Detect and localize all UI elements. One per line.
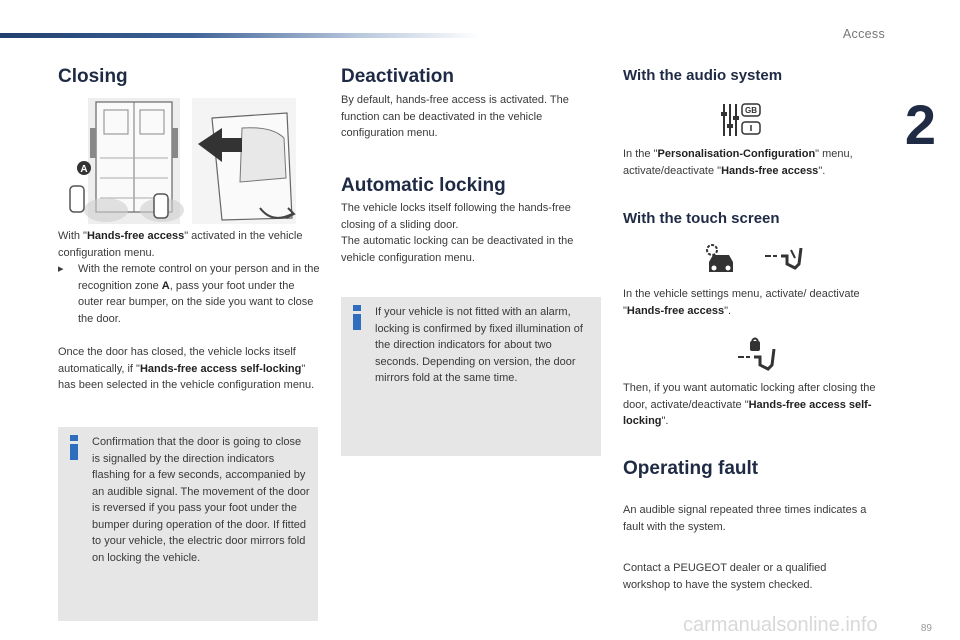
- closing-para-1: With "Hands-free access" activated in the vehicle configuration menu.: [58, 230, 303, 259]
- page-number: 89: [920, 623, 932, 634]
- deactivation-heading: Deactivation: [341, 66, 454, 87]
- audio-system-text: In the "Personalisation-Configuration" menu, activate/deactivate "Hands-free access".: [623, 148, 853, 177]
- automatic-locking-text-1: The vehicle locks itself following the hands-free closing of a sliding door.: [341, 202, 571, 231]
- section-title: Access: [842, 27, 885, 41]
- deactivation-text: By default, hands-free access is activated. The function can be deactivated in the vehicle configuration menu.: [341, 94, 569, 139]
- vehicle-settings-icon: [703, 242, 739, 276]
- closing-heading: Closing: [58, 66, 128, 87]
- automatic-locking-text-2: The automatic locking can be deactivated in the vehicle configuration menu.: [341, 235, 574, 264]
- operating-fault-text-2: Contact a PEUGEOT dealer or a qualified workshop to have the system checked.: [623, 562, 827, 591]
- settings-gb-icon: [718, 102, 762, 138]
- arrow-bullet-icon: ▸: [58, 263, 64, 275]
- closing-illustration: [62, 98, 296, 226]
- van-rear-view-drawing: [70, 98, 184, 224]
- closing-para-2: Once the door has closed, the vehicle locks itself automatically, if "Hands-free access self-locking" has been selected in the vehicle configuration menu.: [58, 346, 315, 391]
- automatic-locking-info-box: [341, 297, 601, 456]
- touch-screen-self-locking-text: Then, if you want automatic locking after closing the door, activate/deactivate "Hands-free access self-locking".: [623, 382, 876, 427]
- gb-label: GB: [745, 106, 757, 115]
- header-gradient-bar: [0, 33, 480, 38]
- closing-bullet-text: With the remote control on your person and in the recognition zone A, pass your foot under the outer rear bumper, on the side you want to close the door.: [78, 263, 320, 325]
- closing-info-text: Confirmation that the door is going to close is signalled by the direction indicators flashing for a few seconds, accompanied by an audible signal. The movement of the door is reversed if you pass your foot under the bumper during operation of the door. If fitted to your vehicle, the electric door mirrors fold on locking the vehicle.: [92, 436, 310, 564]
- hands-free-lock-icon: [736, 337, 776, 371]
- touch-screen-heading: With the touch screen: [623, 210, 780, 227]
- automatic-locking-heading: Automatic locking: [341, 175, 506, 196]
- touch-screen-text: In the vehicle settings menu, activate/ deactivate "Hands-free access".: [623, 288, 860, 317]
- marker-a-icon: [77, 161, 91, 175]
- audio-system-heading: With the audio system: [623, 67, 783, 84]
- door-closing-drawing: [192, 98, 296, 224]
- info-icon: [353, 305, 361, 330]
- operating-fault-text-1: An audible signal repeated three times indicates a fault with the system.: [623, 504, 867, 533]
- watermark: carmanualsonline.info: [683, 614, 878, 636]
- automatic-locking-info-text: If your vehicle is not fitted with an alarm, locking is confirmed by fixed illumination of the direction indicators for about two seconds. Depending on version, the door mirrors fold at the same time.: [375, 306, 583, 384]
- info-icon: [70, 435, 78, 460]
- operating-fault-heading: Operating fault: [623, 458, 759, 479]
- marker-a-label: A: [80, 164, 88, 175]
- hands-free-foot-icon: [763, 244, 803, 274]
- closing-info-box: [58, 427, 318, 621]
- chapter-number: 2: [904, 93, 936, 156]
